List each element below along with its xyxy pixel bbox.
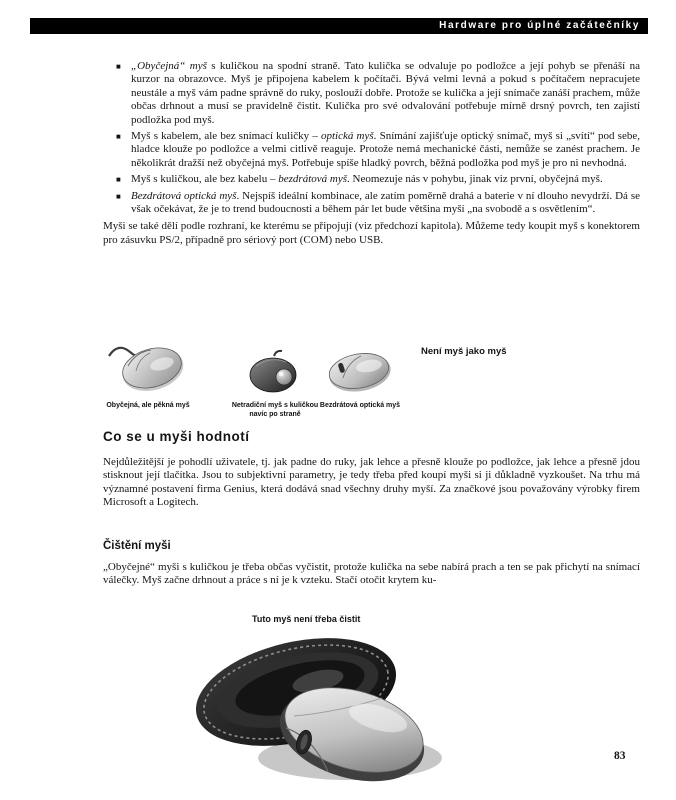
- running-header-title: Hardware pro úplné začátečníky: [439, 20, 640, 31]
- page-number: 83: [614, 750, 626, 762]
- bullet-text: Myš s kabelem, ale bez snímací kuličky – optická myš. Snímání zajišťuje optický snímač, myš si „svítí“ pod sebe, hladce klouže po podložce a velmi citlivě reaguje. Protože nemá mechanické části, nemůže se zanést prachem. Je několikrát dražší než obyčejná myš. Potřebuje spíše hladký povrch, běžná podložka pod myš je pro ni nevhodná.: [131, 130, 640, 169]
- figure-wireless-optical-mouse: [317, 346, 403, 411]
- bullet-item: [103, 130, 640, 170]
- bullet-item: [103, 60, 640, 127]
- section-heading: Co se u myši hodnotí: [103, 429, 250, 444]
- subsection-paragraph: „Obyčejné“ myši s kuličkou je třeba občas vyčistit, protože kulička na sebe nabírá prach a ten se pak přichytí na snímací válečky. Myš začne drhnout a práce s ní je k vzteku. Stačí otočit krytem ku-: [103, 561, 640, 587]
- figure-row-label: Není myš jako myš: [421, 346, 507, 357]
- bullet-item: [103, 173, 640, 186]
- subsection-heading: Čištění myši: [103, 540, 171, 552]
- bullet-square-icon: ■: [116, 191, 121, 201]
- figure-ordinary-mouse: [105, 336, 191, 411]
- bullet-square-icon: ■: [116, 62, 121, 71]
- figure-caption: Netradiční myš s kuličkou navíc po straně: [231, 402, 319, 418]
- interfaces-paragraph: Myši se také dělí podle rozhraní, ke kterému se připojují (viz předchozí kapitola). Můžeme tedy koupit myš s konektorem pro zásuvku PS/2, případně pro sériový port (COM) nebo USB.: [103, 220, 640, 246]
- bullet-square-icon: ■: [116, 175, 121, 185]
- optical-mouse-photo: [168, 626, 480, 792]
- running-header-bar: [30, 18, 648, 34]
- bullet-list: [103, 60, 640, 216]
- figure-optical-mouse-with-case: [168, 626, 480, 792]
- section-paragraph: Nejdůležitější je pohodlí uživatele, tj. jak padne do ruky, jak lehce a přesně klouže po podložce, jak lehce a přesně jdou stisknout její tlačítka. Jsou to subjektivní parametry, je tedy třeba před koupí myši si ji důkladně vyzkoušet. Na trhu má významné postavení firma Genius, která dodává snad všechny druhy myší. Za značkové jsou považovány výrobky firem Microsoft a Logitech.: [103, 456, 640, 509]
- figure-caption: Bezdrátová optická myš: [319, 402, 401, 409]
- ordinary-mouse-photo: [106, 336, 190, 394]
- figure-trackball-mouse: [229, 348, 321, 419]
- figure-caption: Obyčejná, ale pěkná myš: [106, 402, 190, 409]
- bullet-square-icon: ■: [116, 132, 121, 142]
- body-text: [103, 60, 640, 247]
- bullet-text: Bezdrátová optická myš. Nejspíš ideální kombinace, ale zatím poměrně drahá a baterie v ní dlouho nevydrží. Dá se však očekávat, že je to trend budoucnosti a během pár let bude většina myší „na svobodě a s osvětlením“.: [131, 189, 641, 216]
- wireless-optical-mouse-photo: [323, 346, 397, 394]
- mouse-figure-row: [103, 334, 640, 430]
- bullet-text: Myš s kuličkou, ale bez kabelu – bezdrátová myš. Neomezuje nás v pohybu, jinak viz první, obyčejná myš.: [131, 173, 603, 186]
- bullet-item: [103, 190, 640, 217]
- bottom-figure-label: Tuto myš není třeba čistit: [252, 614, 361, 624]
- trackball-mouse-photo: [246, 348, 304, 394]
- bullet-text: „Obyčejná“ myš s kuličkou na spodní straně. Tato kulička se odvaluje po podložce a její pohyb se přenáší na kurzor na obrazovce. Myš je připojena kabelem k počítači. Bývá velmi levná a pokud s počítačem nepracujete neustále a myš vám padne správně do ruky, poslouží dobře. Protože se kulička a její snímače zanáší prachem, může občas drhnout a musí se pravidelně čistit. Kulička pro své odvalování potřebuje mírně drsný povrch, ten zajistí podložka pod myš.: [131, 60, 640, 126]
